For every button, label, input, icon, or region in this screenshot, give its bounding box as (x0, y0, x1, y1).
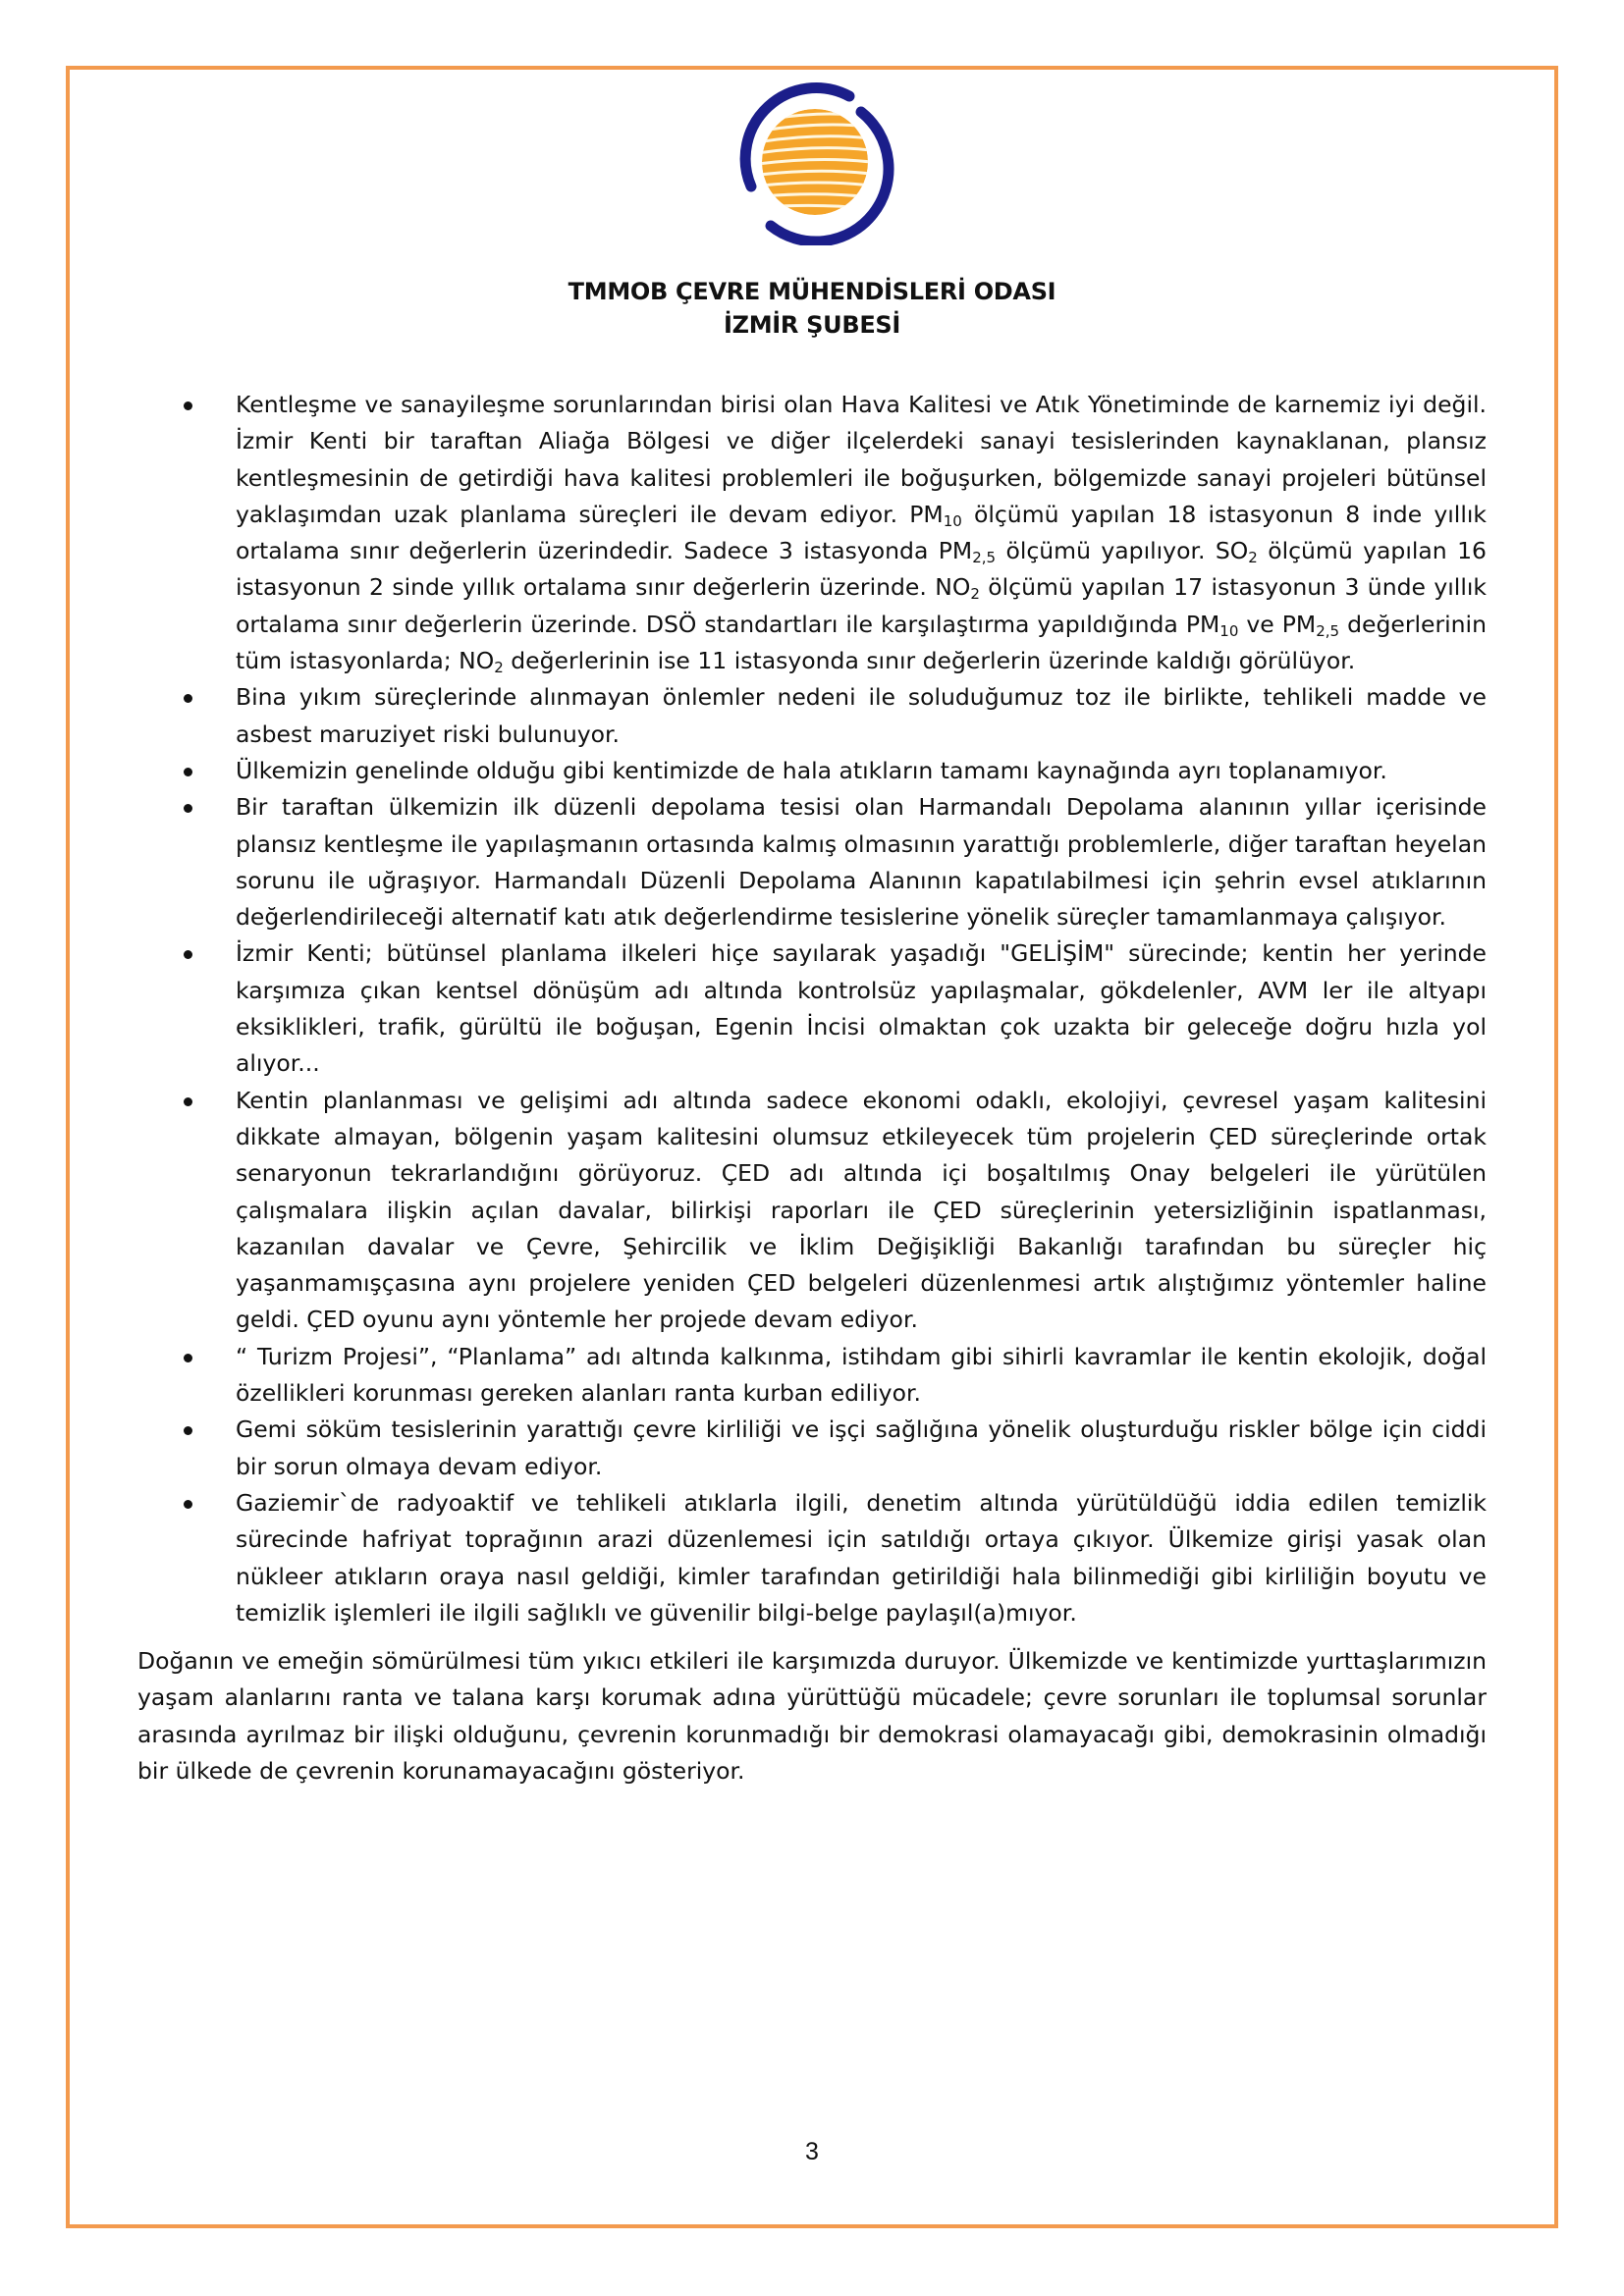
bullet-icon (184, 1500, 192, 1509)
tmmob-globe-logo-icon (731, 79, 898, 245)
bullet-icon (184, 768, 192, 776)
bullet-icon (184, 804, 192, 813)
bullet-item-urban-development: İzmir Kenti; bütünsel planlama ilkeleri hiçe sayılarak yaşadığı "GELİŞİM" sürecinde; kentin her yerinde karşımıza çıkan kentsel dönüşüm adı altında kontrolsüz yapılaşmalar, gökdelenler, AVM ler ile altyapı eksiklikleri, trafik, gürültü ile boğuşan, Egenin İncisi olmaktan çok uzakta bir geleceğe doğru hızla yol alıyor... (137, 935, 1487, 1082)
bullet-icon (184, 1426, 192, 1435)
document-body (137, 387, 1487, 1789)
bullet-item-gaziemir-radioactive: Gaziemir`de radyoaktif ve tehlikeli atıklarla ilgili, denetim altında yürütüldüğü iddia edilen temizlik sürecinde hafriyat toprağının arazi düzenlemesi için satıldığı ortaya çıkıyor. Ülkemize girişi yasak olan nükleer atıkların oraya nasıl geldiği, kimler tarafından getirildiği hala bilinmediği gibi kirliliğin boyutu ve temizlik işlemleri ile ilgili sağlıklı ve güvenilir bilgi-belge paylaşıl(a)mıyor. (137, 1485, 1487, 1631)
bullet-icon (184, 1097, 192, 1106)
bullet-icon (184, 1354, 192, 1362)
bullet-item-ced-process: Kentin planlanması ve gelişimi adı altında sadece ekonomi odaklı, ekolojiyi, çevresel yaşam kalitesini dikkate almayan, bölgenin yaşam kalitesini olumsuz etkileyecek tüm projelerin ÇED süreçlerinde ortak senaryonun tekrarlandığını görüyoruz. ÇED adı altında içi boşaltılmış Onay belgeleri ile yürütülen çalışmalara ilişkin açılan davalar, bilirkişi raporları ile ÇED süreçlerinin yetersizliğinin ispatlanması, kazanılan davalar ve Çevre, Şehircilik ve İklim Değişikliği Bakanlığı tarafından bu süreçler hiç yaşanmamışçasına aynı projelere yeniden ÇED belgeleri düzenlenmesi artık alıştığımız yöntemler haline geldi. ÇED oyunu aynı yöntemle her projede devam ediyor. (137, 1083, 1487, 1339)
branch-name: İZMİR ŞUBESİ (723, 311, 901, 339)
page-number: 3 (805, 2138, 819, 2165)
bullet-list (137, 387, 1487, 1631)
organization-header (0, 275, 1624, 342)
bullet-item-tourism-projects: “ Turizm Projesi”, “Planlama” adı altında kalkınma, istihdam gibi sihirli kavramlar ile kentin ekolojik, doğal özellikleri korunması gereken alanları ranta kurban ediliyor. (137, 1339, 1487, 1413)
bullet-item-air-quality: Kentleşme ve sanayileşme sorunlarından birisi olan Hava Kalitesi ve Atık Yönetiminde de karnemiz iyi değil. İzmir Kenti bir taraftan Aliağa Bölgesi ve diğer ilçelerdeki sanayi tesislerinden kaynaklanan, plansız kentleşmesinin de getirdiği hava kalitesi problemleri ile boğuşurken, bölgemizde sanayi projeleri bütünsel yaklaşımdan uzak planlama süreçleri ile devam ediyor. $PM_{10}$ ölçümü yapılan 18 istasyonun 8 inde yıllık ortalama sınır değerlerin üzerindedir. Sadece 3 istasyonda $PM_{2,5}$ ölçümü yapılıyor. $SO_2$ ölçümü yapılan 16 istasyonun 2 sinde yıllık ortalama sınır değerlerin üzerinde. $NO_2$ ölçümü yapılan 17 istasyonun 3 ünde yıllık ortalama sınır değerlerin üzerinde. DSÖ standartları ile karşılaştırma yapıldığında $PM_{10}$ ve $PM_{2,5}$ değerlerinin tüm istasyonlarda; $NO_2$ değerlerinin ise 11 istasyonda sınır değerlerin üzerinde kaldığı görülüyor. (137, 387, 1487, 679)
closing-paragraph: Doğanın ve emeğin sömürülmesi tüm yıkıcı etkileri ile karşımızda duruyor. Ülkemizde ve kentimizde yurttaşlarımızın yaşam alanlarını ranta ve talana karşı korumak adına yürüttüğü mücadele; çevre sorunları ile toplumsal sorunlar arasında ayrılmaz bir ilişki olduğunu, çevrenin korunmadığı bir demokrasi olamayacağı gibi, demokrasinin olmadığı bir ülkede de çevrenin korunamayacağını gösteriyor. (137, 1647, 1487, 1785)
bullet-item-harmandali-landfill: Bir taraftan ülkemizin ilk düzenli depolama tesisi olan Harmandalı Depolama alanının yıllar içerisinde plansız kentleşme ile yapılaşmanın ortasında kalmış olmasının yarattığı problemlerle, diğer taraftan heyelan sorunu ile uğraşıyor. Harmandalı Düzenli Depolama Alanının kapatılabilmesi için şehrin evsel atıklarının değerlendirileceği alternatif katı atık değerlendirme tesislerine yönelik süreçler tamamlanmaya çalışıyor. (137, 789, 1487, 935)
bullet-icon (184, 950, 192, 959)
bullet-item-demolition: Bina yıkım süreçlerinde alınmayan önlemler nedeni ile soluduğumuz toz ile birlikte, tehlikeli madde ve asbest maruziyet riski bulunuyor. (137, 679, 1487, 753)
bullet-item-ship-dismantling: Gemi söküm tesislerinin yarattığı çevre kirliliği ve işçi sağlığına yönelik oluşturduğu riskler bölge için ciddi bir sorun olmaya devam ediyor. (137, 1412, 1487, 1485)
bullet-icon (184, 694, 192, 703)
bullet-icon (184, 401, 192, 410)
organization-name: TMMOB ÇEVRE MÜHENDİSLERİ ODASI (568, 278, 1056, 305)
bullet-item-waste-separation: Ülkemizin genelinde olduğu gibi kentimizde de hala atıkların tamamı kaynağında ayrı toplanamıyor. (137, 753, 1487, 789)
